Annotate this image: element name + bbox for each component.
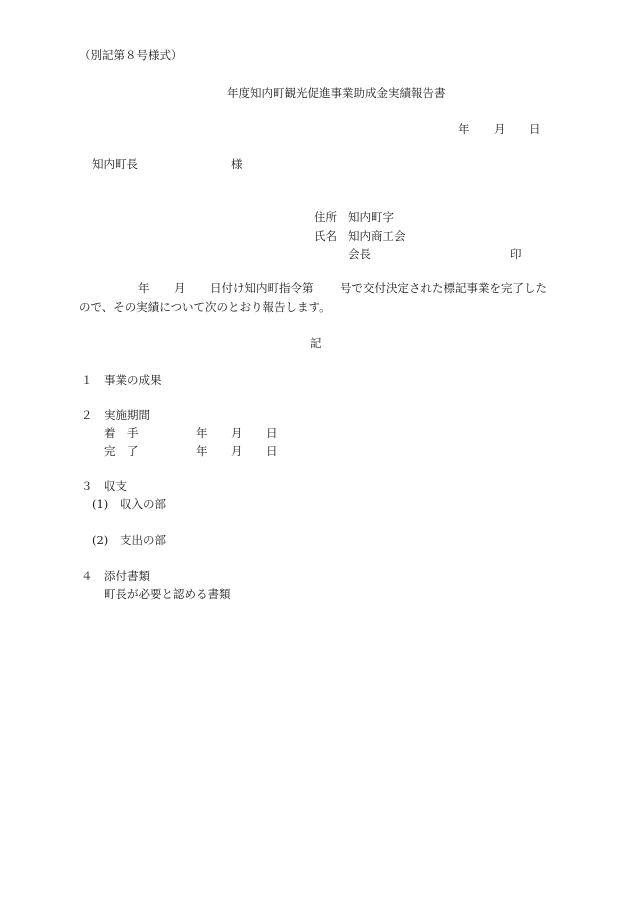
form-label: （別記第８号様式） xyxy=(79,48,183,62)
name-value: 知内商工会 xyxy=(348,229,406,243)
address-label: 住所 xyxy=(314,210,337,224)
end-month: 月 xyxy=(231,444,243,458)
attachment-item: 町長が必要と認める書類 xyxy=(104,587,231,601)
representative-title: 会長 xyxy=(348,247,371,261)
ki-heading: 記 xyxy=(310,336,322,350)
addressee-honorific: 様 xyxy=(231,157,243,171)
end-label: 完 了 xyxy=(104,444,139,458)
seal-mark: 印 xyxy=(510,247,522,261)
section-1-title: 事業の成果 xyxy=(104,373,162,387)
start-day: 日 xyxy=(266,426,278,440)
body-line1-mid: 日付け知内町指令第 xyxy=(210,281,314,295)
body-line2: ので、その実績について次のとおり報告します。 xyxy=(79,300,331,314)
section-4-title: 添付書類 xyxy=(104,569,150,583)
date-month: 月 xyxy=(494,122,506,136)
section-4-number: ４ xyxy=(81,569,93,583)
body-month: 月 xyxy=(174,281,186,295)
end-day: 日 xyxy=(266,444,278,458)
end-year: 年 xyxy=(196,444,208,458)
name-label: 氏名 xyxy=(314,229,337,243)
body-line1-end: 号で交付決定された標記事業を完了した xyxy=(340,281,547,295)
subsection-income-number: (1) xyxy=(92,497,109,511)
date-day: 日 xyxy=(529,122,541,136)
start-month: 月 xyxy=(231,426,243,440)
section-3-number: ３ xyxy=(81,479,93,493)
start-year: 年 xyxy=(196,426,208,440)
body-year: 年 xyxy=(138,281,150,295)
address-value: 知内町字 xyxy=(348,210,394,224)
subsection-income-title: 収入の部 xyxy=(120,497,166,511)
start-label: 着 手 xyxy=(104,426,139,440)
date-year: 年 xyxy=(458,122,470,136)
document-title: 年度知内町観光促進事業助成金実績報告書 xyxy=(227,86,446,100)
subsection-expense-number: (2) xyxy=(92,533,109,547)
section-3-title: 収支 xyxy=(104,479,127,493)
subsection-expense-title: 支出の部 xyxy=(120,533,166,547)
section-2-title: 実施期間 xyxy=(104,408,150,422)
section-2-number: ２ xyxy=(81,408,93,422)
addressee-name: 知内町長 xyxy=(92,157,138,171)
section-1-number: １ xyxy=(81,373,93,387)
